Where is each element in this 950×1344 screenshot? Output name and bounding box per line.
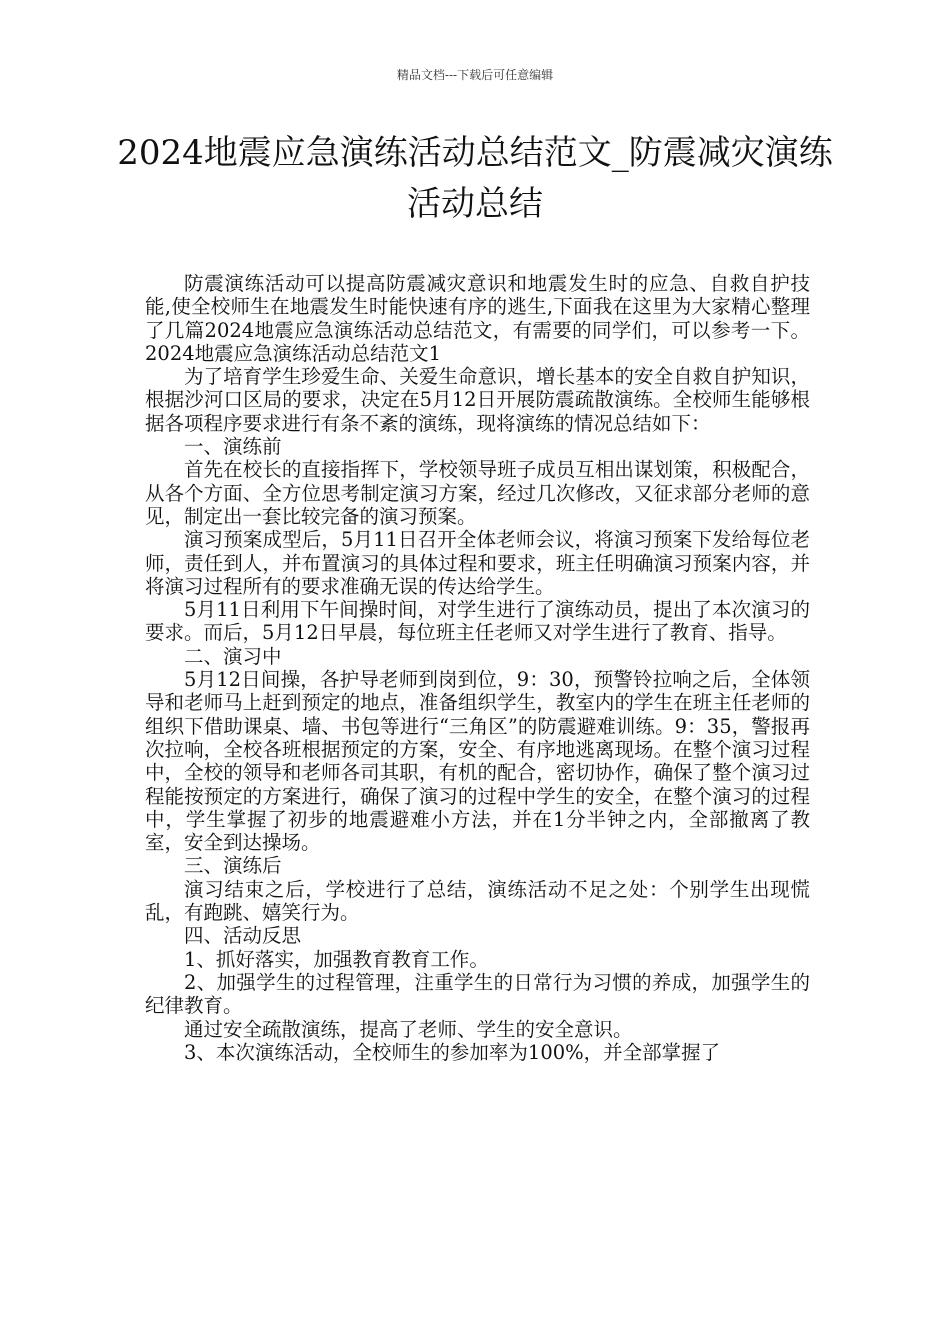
section-heading-after: 三、演练后 [184,854,282,878]
paragraph-meeting: 演习预案成型后，5月11日召开全体老师会议，将演习预案下发给每位老师，责任到人，并布置演习的具体过程和要求，班主任明确演习预案内容，并将演习过程所有的要求准确无误的传达给学生。 [145,528,810,598]
section-heading-reflection: 四、活动反思 [184,924,302,948]
paragraph-planning: 首先在校长的直接指挥下，学校领导班子成员互相出谋划策，积极配合，从各个方面、全方位思考制定演习方案，经过几次修改，又征求部分老师的意见，制定出一套比较完备的演习预案。 [145,458,810,528]
paragraph-mobilization: 5月11日利用下午间操时间，对学生进行了演练动员，提出了本次演习的要求。而后，5月12日早晨，每位班主任老师又对学生进行了教育、指导。 [145,598,810,645]
section-heading-before: 一、演练前 [184,435,282,459]
document-body [145,272,810,1064]
document-title: 2024地震应急演练活动总结范文_防震减灾演练活动总结 [117,133,833,224]
paragraph-safety-awareness: 通过安全疏散演练，提高了老师、学生的安全意识。 [184,1017,633,1041]
paragraph-purpose: 为了培育学生珍爱生命、关爱生命意识，增长基本的安全自救自护知识，根据沙河口区局的要求，决定在5月12日开展防震疏散演练。全校师生能够根据各项程序要求进行有条不紊的演练，现将演练的情况总结如下： [145,365,810,435]
reflection-item-1: 1、抓好落实，加强教育教育工作。 [184,947,489,971]
reflection-item-2: 2、加强学生的过程管理，注重学生的日常行为习惯的养成，加强学生的纪律教育。 [145,970,810,1018]
reflection-item-3: 3、本次演练活动，全校师生的参加率为100%，并全部掌握了 [184,1040,721,1064]
page-header-note: 精品文档---下载后可任意编辑 [396,68,554,82]
paragraph-intro: 防震演练活动可以提高防震减灾意识和地震发生时的应急、自救自护技能,使全校师生在地震发生时能快速有序的逃生,下面我在这里为大家精心整理了几篇2024地震应急演练活动总结范文，有需要的同学们，可以参考一下。2024地震应急演练活动总结范文1 [145,272,810,365]
section-heading-during: 二、演习中 [184,644,282,668]
paragraph-summary: 演习结束之后，学校进行了总结，演练活动不足之处：个别学生出现慌乱，有跑跳、嬉笑行为。 [145,877,810,925]
paragraph-drill-process: 5月12日间操，各护导老师到岗到位，9：30，预警铃拉响之后，全体领导和老师马上赶到预定的地点，准备组织学生，教室内的学生在班主任老师的组织下借助课桌、墙、书包等进行“三角区”的防震避难训练。9：35，警报再次拉响，全校各班根据预定的方案，安全、有序地逃离现场。在整个演习过程中，全校的领导和老师各司其职，有机的配合，密切协作，确保了整个演习过程能按预定的方案进行，确保了演习的过程中学生的安全，在整个演习的过程中，学生掌握了初步的地震避难小方法，并在1分半钟之内，全部撤离了教室，安全到达操场。 [145,668,810,855]
